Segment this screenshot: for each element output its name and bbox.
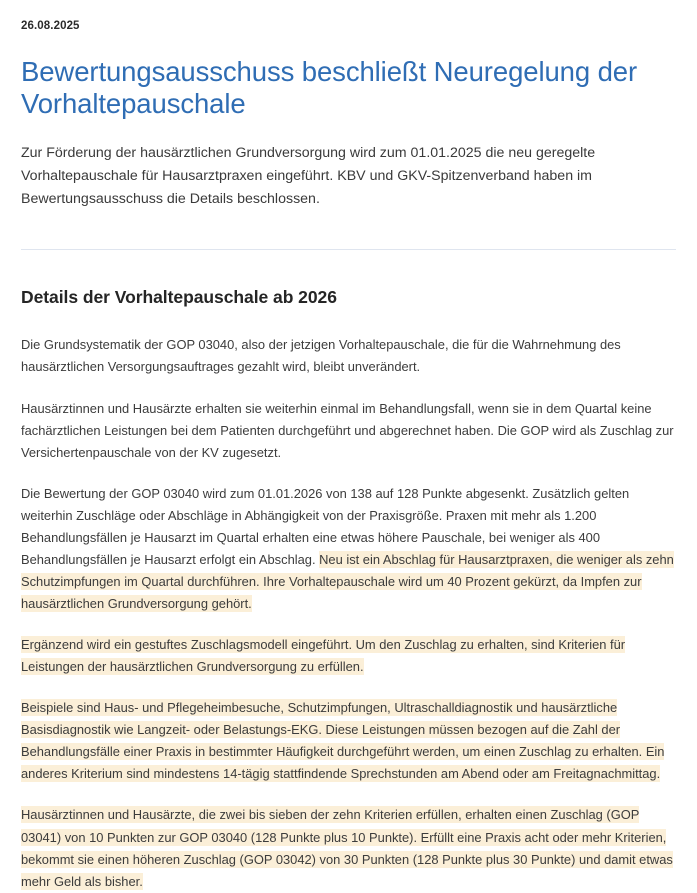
body-paragraph xyxy=(21,398,676,464)
body-paragraph xyxy=(21,697,676,785)
body-paragraph xyxy=(21,334,676,378)
section-divider xyxy=(21,249,676,250)
paragraph-plain-text: Hausärztinnen und Hausärzte erhalten sie weiterhin einmal im Behandlungsfall, wenn sie in dem Quartal keine fachärztlichen Leistungen bei dem Patienten durchgeführt und abgerechnet haben. Die GOP wird als Zuschlag zur Versichertenpauschale von der KV zugesetzt. xyxy=(21,400,674,460)
page-title: Bewertungsausschuss beschließt Neuregelung der Vorhaltepauschale xyxy=(21,55,638,120)
paragraph-plain-text: Die Grundsystematik der GOP 03040, also der jetzigen Vorhaltepauschale, die für die Wahrnehmung des hausärztlichen Versorgungsauftrages gezahlt wird, bleibt unverändert. xyxy=(21,337,621,375)
paragraph-plain-text: Die Bewertung der GOP 03040 wird zum 01.01.2026 von 138 auf 128 Punkte abgesenkt. Zusätzlich gelten weiterhin Zuschläge oder Abschläge in Abhängigkeit von der Praxisgröße. Praxen mit mehr als 1.200 Behandlungsfällen je Hausarzt im Quartal erhalten eine etwas höhere Pauschale, bei weniger als 400 Behandlungsfällen je Hausarzt erfolgt ein Abschlag. xyxy=(21,485,630,567)
article-date: 26.08.2025 xyxy=(21,20,80,32)
body-paragraph xyxy=(21,804,676,892)
article-body xyxy=(21,334,676,892)
article-lead-paragraph: Zur Förderung der hausärztlichen Grundversorgung wird zum 01.01.2025 die neu geregelte Vorhaltepauschale für Hausarztpraxen eingeführt. KBV und GKV-Spitzenverband haben im Bewertungsausschuss die Details beschlossen. xyxy=(21,144,596,207)
paragraph-highlighted-text: Ergänzend wird ein gestuftes Zuschlagsmodell eingeführt. Um den Zuschlag zu erhalten, sind Kriterien für Leistungen der hausärztlichen Grundversorgung zu erfüllen. xyxy=(21,637,626,675)
body-paragraph xyxy=(21,634,676,678)
body-paragraph xyxy=(21,483,676,615)
paragraph-highlighted-text: Beispiele sind Haus- und Pflegeheimbesuche, Schutzimpfungen, Ultraschalldiagnostik und hausärztliche Basisdiagnostik wie Langzeit- oder Belastungs-EKG. Diese Leistungen müssen bezogen auf die Zahl der Behandlungsfälle einer Praxis in bestimmter Häufigkeit durchgeführt werden, um einen Zuschlag zu erhalten. Ein anderes Kriterium sind mindestens 14-tägig stattfindende Sprechstunden am Abend oder am Freitagnachmittag. xyxy=(21,700,665,782)
section-heading: Details der Vorhaltepauschale ab 2026 xyxy=(21,286,337,307)
paragraph-highlighted-text: Neu ist ein Abschlag für Hausarztpraxen, die weniger als zehn Schutzimpfungen im Quartal durchführen. Ihre Vorhaltepauschale wird um 40 Prozent gekürzt, da Impfen zur hausärztlichen Grundversorgung gehört. xyxy=(21,551,674,612)
paragraph-highlighted-text: Hausärztinnen und Hausärzte, die zwei bis sieben der zehn Kriterien erfüllen, erhalten einen Zuschlag (GOP 03041) von 10 Punkten zur GOP 03040 (128 Punkte plus 10 Punkte). Erfüllt eine Praxis acht oder mehr Kriterien, bekommt sie einen höheren Zuschlag (GOP 03042) von 30 Punkten (128 Punkte plus 30 Punkte) und damit etwas mehr Geld als bisher. xyxy=(21,807,673,889)
